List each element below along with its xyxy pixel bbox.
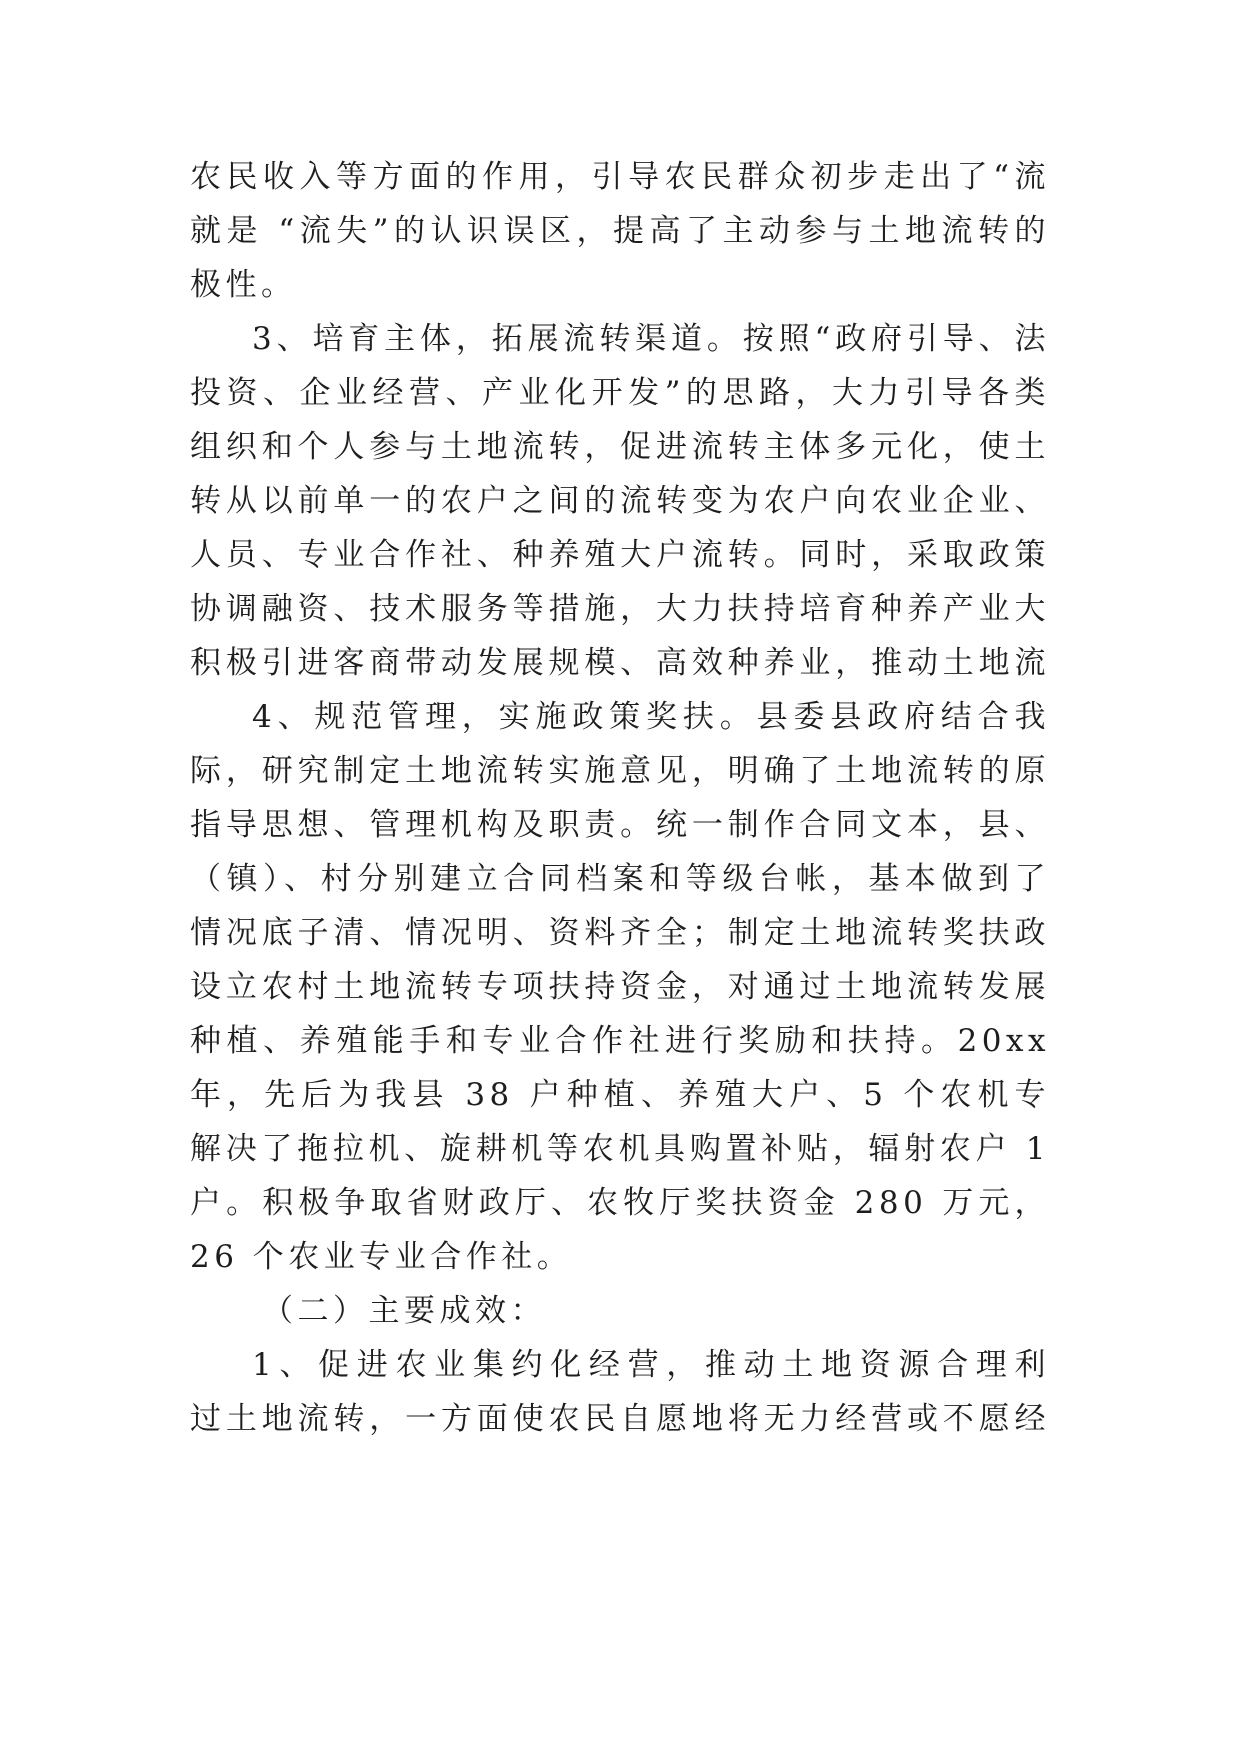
text-line: 人员、专业合作社、种养殖大户流转。同时，采取政策 [190, 537, 1050, 573]
text-line: 转从以前单一的农户之间的流转变为农户向农业企业、 [190, 483, 1050, 519]
text-line: 组织和个人参与土地流转，促进流转主体多元化，使土 [190, 429, 1050, 465]
paragraph-intro [190, 150, 1050, 312]
paragraph-3 [190, 312, 1050, 690]
text-line: 过土地流转，一方面使农民自愿地将无力经营或不愿经 [190, 1401, 1050, 1437]
text-line: （镇）、村分别建立合同档案和等级台帐，基本做到了 [190, 861, 1050, 897]
paragraph-4 [190, 690, 1050, 1284]
section-heading-2 [190, 1284, 1050, 1338]
text-line: 4、规范管理，实施政策奖扶。县委县政府结合我 [252, 699, 1050, 735]
text-line: 1、促进农业集约化经营，推动土地资源合理利 [252, 1347, 1050, 1383]
text-line: 26 个农业专业合作社。 [190, 1239, 573, 1275]
text-line: 农民收入等方面的作用，引导农民群众初步走出了“流 [190, 159, 1050, 195]
text-line: 极性。 [190, 267, 297, 303]
text-line: 就是 “流失”的认识误区，提高了主动参与土地流转的 [190, 213, 1050, 249]
text-line: 指导思想、管理机构及职责。统一制作合同文本，县、 [190, 807, 1050, 843]
text-line: 年，先后为我县 38 户种植、养殖大户、5 个农机专 [190, 1077, 1050, 1113]
text-line: 户。积极争取省财政厅、农牧厅奖扶资金 280 万元， [190, 1185, 1050, 1221]
section-heading: （二）主要成效： [262, 1293, 546, 1329]
text-line: 解决了拖拉机、旋耕机等农机具购置补贴，辐射农户 1 [190, 1131, 1050, 1167]
text-line: 设立农村土地流转专项扶持资金，对通过土地流转发展 [190, 969, 1050, 1005]
document-page [190, 150, 1050, 1446]
text-line: 协调融资、技术服务等措施，大力扶持培育种养产业大 [190, 591, 1050, 627]
text-line: 投资、企业经营、产业化开发”的思路，大力引导各类 [190, 375, 1050, 411]
text-line: 积极引进客商带动发展规模、高效种养业，推动土地流 [190, 645, 1050, 681]
text-line: 际，研究制定土地流转实施意见，明确了土地流转的原 [190, 753, 1050, 789]
text-line: 种植、养殖能手和专业合作社进行奖励和扶持。20xx [190, 1023, 1050, 1059]
paragraph-5 [190, 1338, 1050, 1446]
text-line: 情况底子清、情况明、资料齐全；制定土地流转奖扶政 [190, 915, 1050, 951]
text-line: 3、培育主体，拓展流转渠道。按照“政府引导、法 [252, 321, 1050, 357]
